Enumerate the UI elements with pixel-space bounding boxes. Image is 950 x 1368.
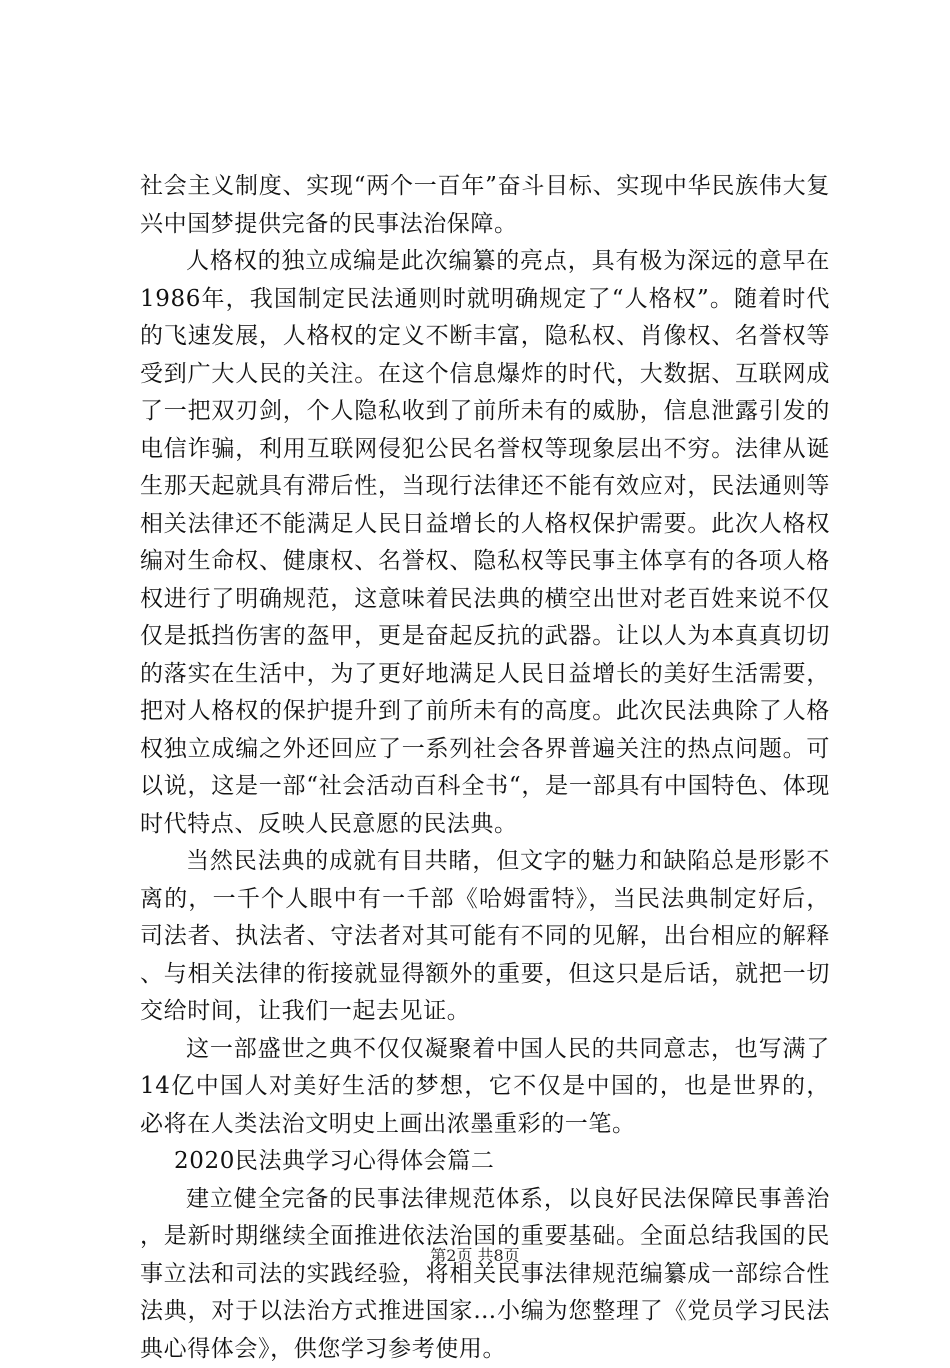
paragraph-4: 这一部盛世之典不仅仅凝聚着中国人民的共同意志，也写满了14亿中国人对美好生活的梦想，它不仅是中国的，也是世界的，必将在人类法治文明史上画出浓墨重彩的一笔。 <box>140 1031 830 1144</box>
page-footer: 第2页 共8页 <box>0 1243 950 1266</box>
section-heading: 2020民法典学习心得体会篇二 <box>140 1143 830 1181</box>
paragraph-3: 当然民法典的成就有目共睹，但文字的魅力和缺陷总是形影不离的，一千个人眼中有一千部《哈姆雷特》，当民法典制定好后，司法者、执法者、守法者对其可能有不同的见解，出台相应的解释、与相关法律的衔接就显得额外的重要，但这只是后话，就把一切交给时间，让我们一起去见证。 <box>140 843 830 1031</box>
paragraph-1: 社会主义制度、实现“两个一百年”奋斗目标、实现中华民族伟大复兴中国梦提供完备的民事法治保障。 <box>140 168 830 243</box>
paragraph-5: 建立健全完备的民事法律规范体系，以良好民法保障民事善治，是新时期继续全面推进依法治国的重要基础。全面总结我国的民事立法和司法的实践经验，将相关民事法律规范编纂成一部综合性法典，对于以法治方式推进国家…小编为您整理了《党员学习民法典心得体会》，供您学习参考使用。 <box>140 1181 830 1368</box>
document-body <box>140 168 830 1368</box>
paragraph-2: 人格权的独立成编是此次编纂的亮点，具有极为深远的意早在1986年，我国制定民法通则时就明确规定了“人格权”。随着时代的飞速发展，人格权的定义不断丰富，隐私权、肖像权、名誉权等受到广大人民的关注。在这个信息爆炸的时代，大数据、互联网成了一把双刃剑，个人隐私收到了前所未有的威胁，信息泄露引发的电信诈骗，利用互联网侵犯公民名誉权等现象层出不穷。法律从诞生那天起就具有滞后性，当现行法律还不能有效应对，民法通则等相关法律还不能满足人民日益增长的人格权保护需要。此次人格权编对生命权、健康权、名誉权、隐私权等民事主体享有的各项人格权进行了明确规范，这意味着民法典的横空出世对老百姓来说不仅仅是抵挡伤害的盔甲，更是奋起反抗的武器。让以人为本真真切切的落实在生活中，为了更好地满足人民日益增长的美好生活需要，把对人格权的保护提升到了前所未有的高度。此次民法典除了人格权独立成编之外还回应了一系列社会各界普遍关注的热点问题。可以说，这是一部“社会活动百科全书“，是一部具有中国特色、体现时代特点、反映人民意愿的民法典。 <box>140 243 830 843</box>
